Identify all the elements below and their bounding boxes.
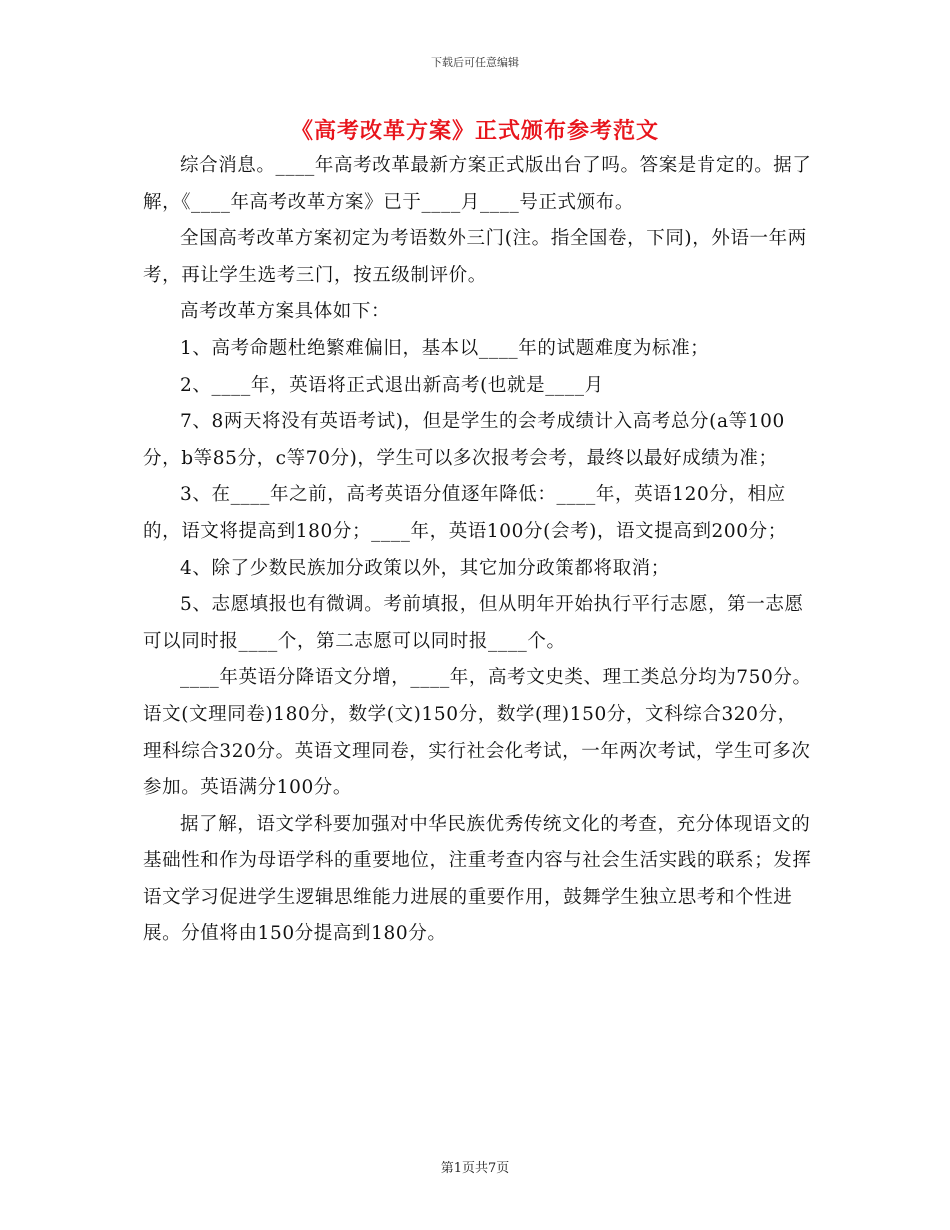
page-header: 下载后可任意编辑: [431, 56, 519, 69]
document-title: 《高考改革方案》正式颁布参考范文: [290, 118, 659, 144]
paragraph: 高考改革方案具体如下：: [180, 301, 391, 323]
page-number: 第1页共7页: [440, 1161, 510, 1176]
document-body: [143, 148, 813, 953]
paragraph: 4、除了少数民族加分政策以外，其它加分政策都将取消；: [180, 557, 670, 579]
paragraph: ____年英语分降语文分增，____年，高考文史类、理工类总分均为750分。语文(文理同卷)180分，数学(文)150分，数学(理)150分，文科综合320分，理科综合320分。英语文理同卷，实行社会化考试，一年两次考试，学生可多次参加。英语满分100分。: [143, 667, 812, 799]
paragraph: 综合消息。____年高考改革最新方案正式版出台了吗。答案是肯定的。据了解，《____年高考改革方案》已于____月____号正式颁布。: [143, 155, 812, 213]
paragraph: 1、高考命题杜绝繁难偏旧，基本以____年的试题难度为标准；: [180, 337, 710, 359]
paragraph: 全国高考改革方案初定为考语数外三门(注。指全国卷，下同)，外语一年两考，再让学生选考三门，按五级制评价。: [143, 228, 807, 286]
paragraph: 3、在____年之前，高考英语分值逐年降低：____年，英语120分，相应的，语文将提高到180分；____年，英语100分(会考)，语文提高到200分；: [143, 484, 787, 542]
paragraph: 5、志愿填报也有微调。考前填报，但从明年开始执行平行志愿，第一志愿可以同时报____个，第二志愿可以同时报____个。: [143, 594, 804, 652]
paragraph: 据了解，语文学科要加强对中华民族优秀传统文化的考查，充分体现语文的基础性和作为母语学科的重要地位，注重考查内容与社会生活实践的联系；发挥语文学习促进学生逻辑思维能力进展的重要作用，鼓舞学生独立思考和个性进展。分值将由150分提高到180分。: [143, 813, 812, 945]
paragraph: 7、8两天将没有英语考试)，但是学生的会考成绩计入高考总分(a等100分，b等85分，c等70分)，学生可以多次报考会考，最终以最好成绩为准；: [143, 411, 785, 469]
paragraph: 2、____年，英语将正式退出新高考(也就是____月: [180, 374, 604, 396]
